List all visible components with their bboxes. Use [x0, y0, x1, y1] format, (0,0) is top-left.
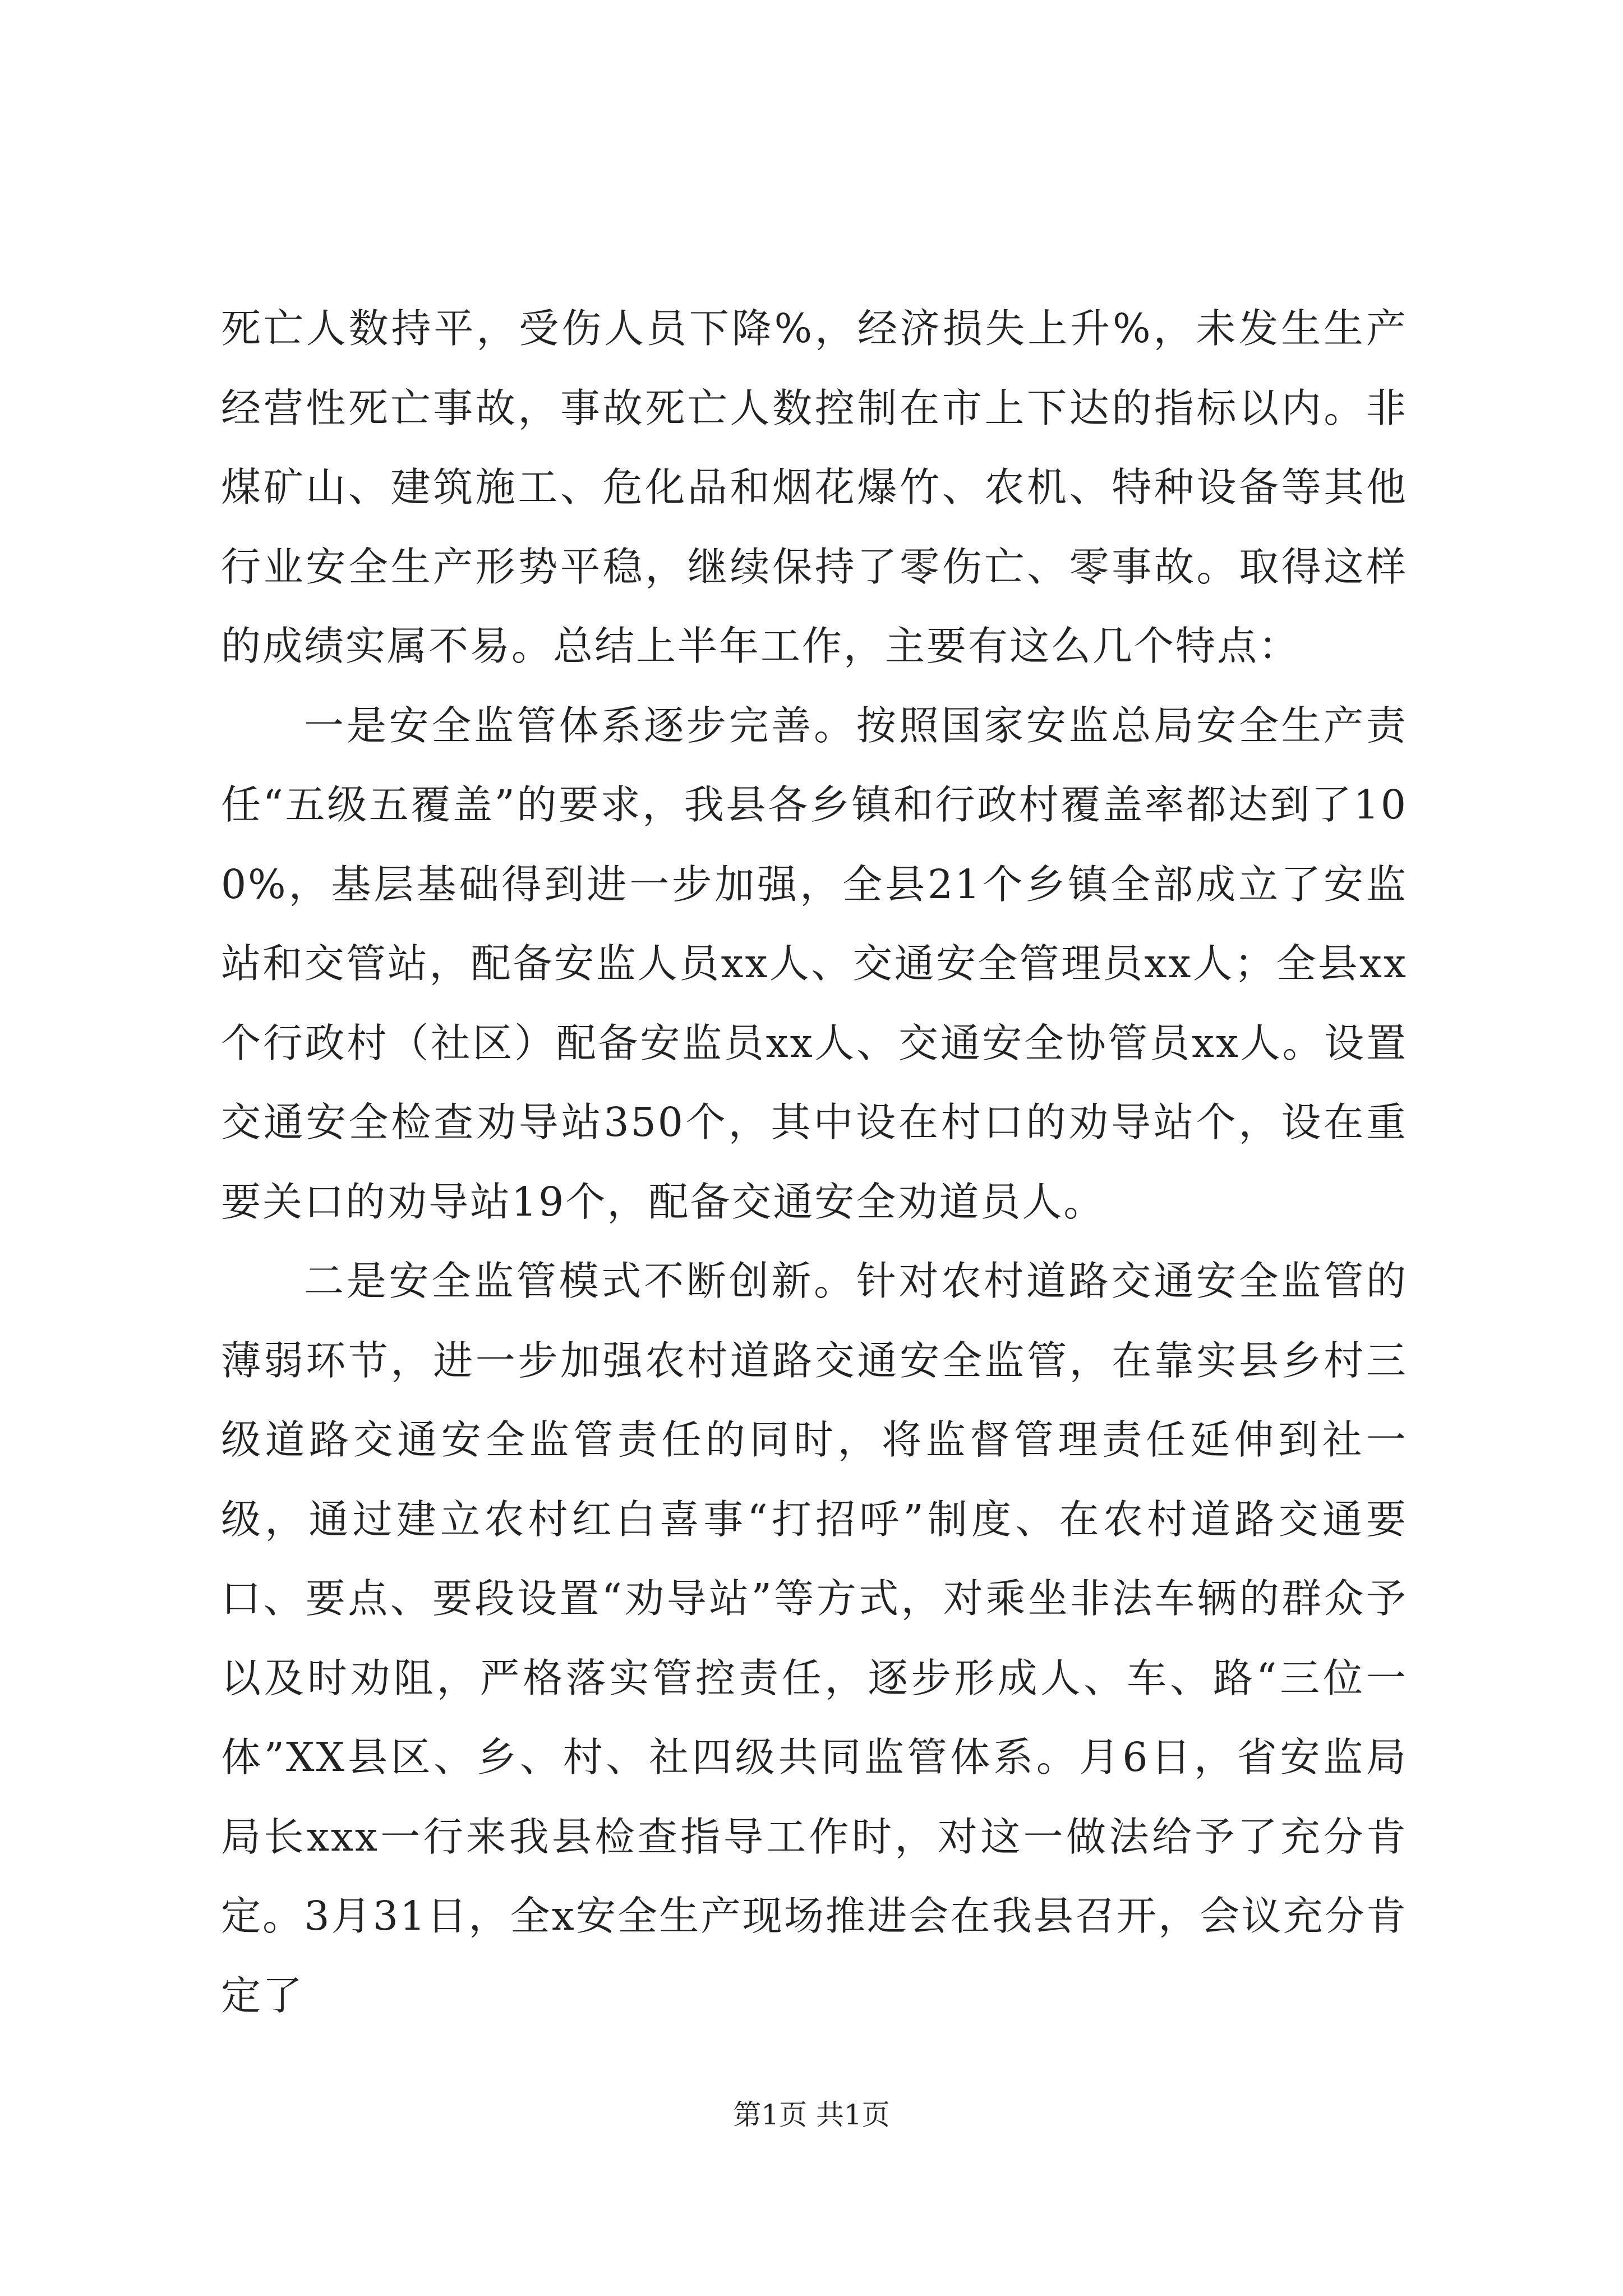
document-body — [221, 289, 1408, 2035]
paragraph-3: 二是安全监管模式不断创新。针对农村道路交通安全监管的薄弱环节，进一步加强农村道路交通安全监管，在靠实县乡村三级道路交通安全监管责任的同时，将监督管理责任延伸到社一级，通过建立农村红白喜事“打招呼”制度、在农村道路交通要口、要点、要段设置“劝导站”等方式，对乘坐非法车辆的群众予以及时劝阻，严格落实管控责任，逐步形成人、车、路“三位一体”XX县区、乡、村、社四级共同监管体系。月6日，省安监局局长xxx一行来我县检查指导工作时，对这一做法给予了充分肯定。3月31日，全x安全生产现场推进会在我县召开，会议充分肯定了 — [221, 1258, 1408, 2019]
paragraph-2: 一是安全监管体系逐步完善。按照国家安监总局安全生产责任“五级五覆盖”的要求，我县各乡镇和行政村覆盖率都达到了100%，基层基础得到进一步加强，全县21个乡镇全部成立了安监站和交管站，配备安监人员xx人、交通安全管理员xx人；全县xx个行政村（社区）配备安监员xx人、交通安全协管员xx人。设置交通安全检查劝导站350个，其中设在村口的劝导站个，设在重要关口的劝导站19个，配备交通安全劝道员人。 — [221, 702, 1408, 1225]
paragraph-1: 死亡人数持平，受伤人员下降%，经济损失上升%，未发生生产经营性死亡事故，事故死亡人数控制在市上下达的指标以内。非煤矿山、建筑施工、危化品和烟花爆竹、农机、特种设备等其他行业安全生产形势平稳，继续保持了零伤亡、零事故。取得这样的成绩实属不易。总结上半年工作，主要有这么几个特点： — [221, 305, 1408, 669]
page-number-footer: 第1页 共1页 — [733, 2099, 890, 2131]
